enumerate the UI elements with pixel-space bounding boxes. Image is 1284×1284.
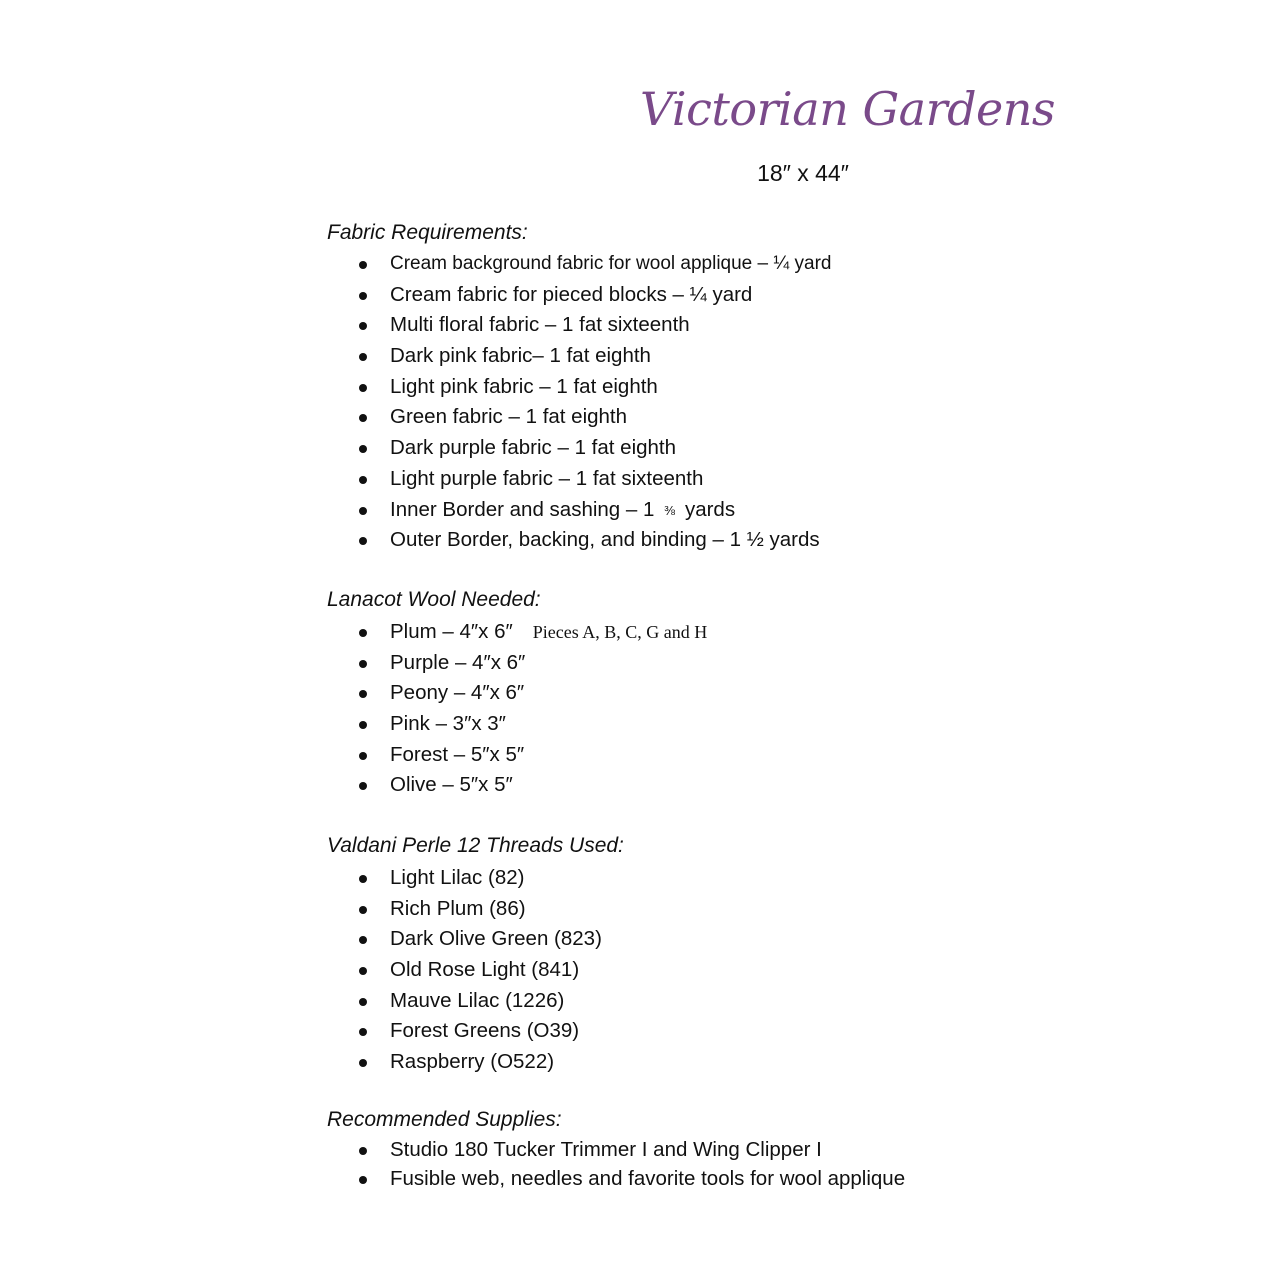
list-item [0,617,707,648]
list-item: Cream fabric for pieced blocks – ¼ yard [0,280,831,311]
list-item: Dark Olive Green (823) [0,924,602,955]
fabric-requirements-heading: Fabric Requirements: [327,221,528,244]
list-item: Purple – 4″x 6″ [0,648,707,679]
list-item: Studio 180 Tucker Trimmer I and Wing Clipper I [0,1135,905,1164]
threads-used-list [0,863,602,1078]
wool-needed-heading: Lanacot Wool Needed: [327,588,541,611]
inner-border-fraction: ⅜ [664,502,675,518]
list-item: Dark pink fabric– 1 fat eighth [0,341,831,372]
list-item: Light pink fabric – 1 fat eighth [0,372,831,403]
list-item: Raspberry (O522) [0,1047,602,1078]
inner-border-text: Inner Border and sashing – 1 [390,497,655,521]
list-item: Mauve Lilac (1226) [0,986,602,1017]
list-item: Forest Greens (O39) [0,1016,602,1047]
threads-used-heading: Valdani Perle 12 Threads Used: [327,834,624,857]
list-item: Old Rose Light (841) [0,955,602,986]
inner-border-unit: yards [684,497,736,521]
wool-needed-list [0,617,707,801]
list-item: Outer Border, backing, and binding – 1 ½ yards [0,525,831,556]
list-item: Cream background fabric for wool applique – ¼ yard [0,249,831,280]
list-item: Light purple fabric – 1 fat sixteenth [0,464,831,495]
list-item: Olive – 5″x 5″ [0,770,707,801]
wool-item-text: Plum – 4″x 6″ [390,620,513,643]
recommended-supplies-list [0,1135,905,1193]
list-item: Rich Plum (86) [0,894,602,925]
list-item: Light Lilac (82) [0,863,602,894]
fabric-requirements-list [0,249,831,556]
list-item: Pink – 3″x 3″ [0,709,707,740]
list-item [0,495,831,526]
list-item: Dark purple fabric – 1 fat eighth [0,433,831,464]
list-item: Multi floral fabric – 1 fat sixteenth [0,310,831,341]
recommended-supplies-heading: Recommended Supplies: [327,1108,562,1131]
quilt-size: 18″ x 44″ [757,160,849,186]
list-item: Forest – 5″x 5″ [0,740,707,771]
list-item: Green fabric – 1 fat eighth [0,402,831,433]
list-item: Fusible web, needles and favorite tools for wool applique [0,1164,905,1193]
list-item: Peony – 4″x 6″ [0,678,707,709]
plum-pieces-note: Pieces A, B, C, G and H [532,622,708,642]
document-title: Victorian Gardens [640,82,1056,136]
